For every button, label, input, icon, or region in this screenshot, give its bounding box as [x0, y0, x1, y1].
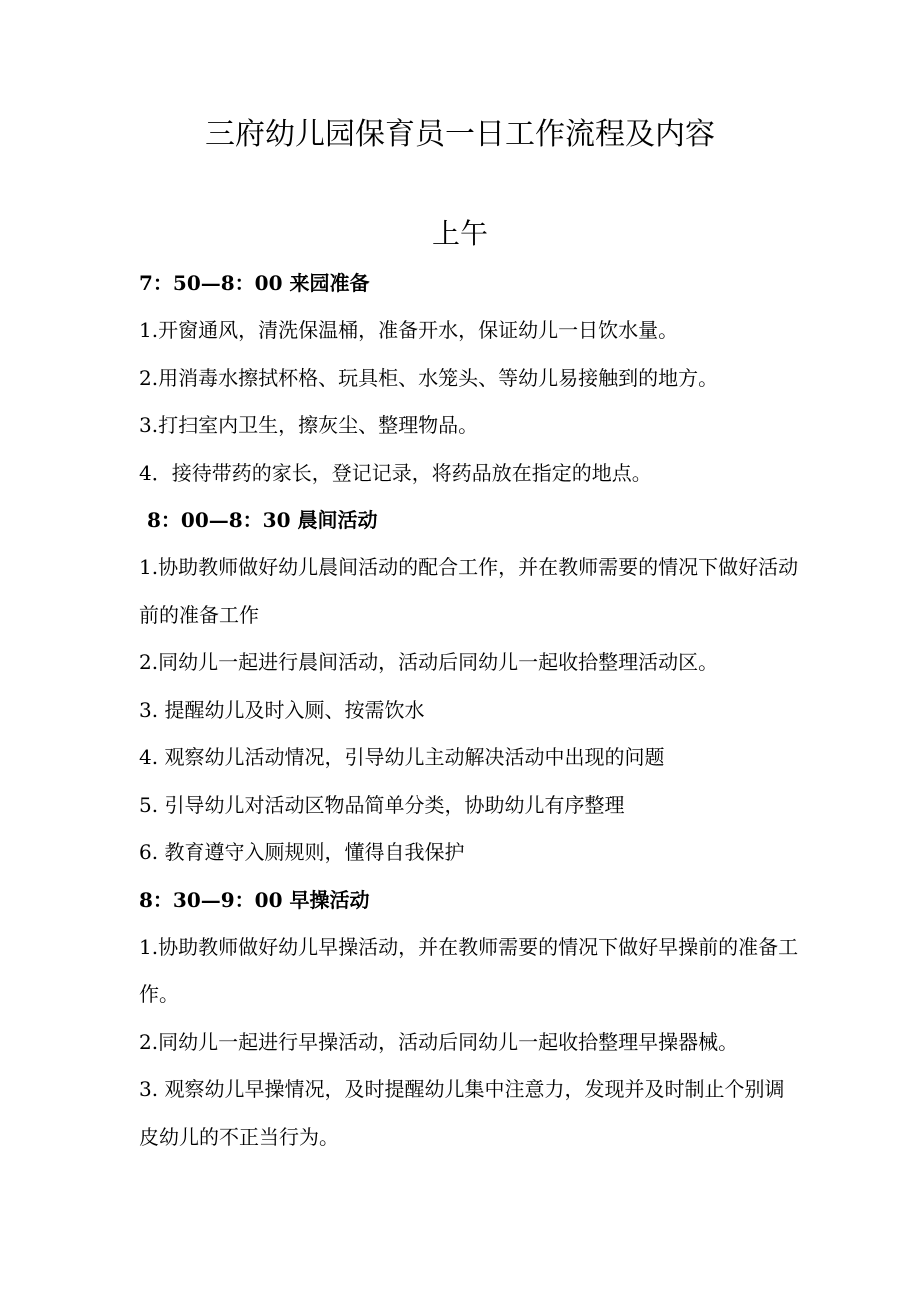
schedule-section-morning-activity	[139, 497, 799, 877]
time-heading: 7：50—8：00 来园准备	[139, 271, 370, 295]
list-item: 2.同幼儿一起进行早操活动，活动后同幼儿一起收拾整理早操器械。	[139, 1029, 739, 1054]
schedule-section-morning-exercise	[139, 877, 799, 1162]
list-item: 3. 提醒幼儿及时入厕、按需饮水	[139, 697, 425, 722]
list-item: 4．接待带药的家长，登记记录，将药品放在指定的地点。	[139, 460, 652, 485]
list-item: 3.打扫室内卫生，擦灰尘、整理物品。	[139, 413, 479, 437]
list-item: 5. 引导幼儿对活动区物品简单分类，协助幼儿有序整理	[139, 792, 625, 817]
list-item: 2.用消毒水擦拭杯格、玩具柜、水笼头、等幼儿易接触到的地方。	[139, 365, 719, 390]
period-title: 上午	[431, 217, 488, 250]
list-item: 4. 观察幼儿活动情况，引导幼儿主动解决活动中出现的问题	[139, 745, 665, 769]
list-item: 1.开窗通风，清洗保温桶，准备开水，保证幼儿一日饮水量。	[139, 318, 679, 342]
list-item: 3. 观察幼儿早操情况，及时提醒幼儿集中注意力，发现并及时制止个别调皮幼儿的不正当行为。	[139, 1077, 785, 1149]
document-title: 三府幼儿园保育员一日工作流程及内容	[205, 117, 715, 152]
list-item: 6. 教育遵守入厕规则，懂得自我保护	[139, 840, 465, 864]
list-item: 1.协助教师做好幼儿早操活动，并在教师需要的情况下做好早操前的准备工作。	[139, 934, 799, 1006]
schedule-section-arrival	[139, 260, 799, 497]
list-item: 2.同幼儿一起进行晨间活动，活动后同幼儿一起收拾整理活动区。	[139, 650, 719, 674]
time-heading: 8：00—8：30 晨间活动	[147, 508, 378, 532]
document-content	[139, 260, 799, 1161]
list-item: 1.协助教师做好幼儿晨间活动的配合工作，并在教师需要的情况下做好活动前的准备工作	[139, 555, 799, 627]
time-heading: 8：30—9：00 早操活动	[139, 887, 370, 912]
